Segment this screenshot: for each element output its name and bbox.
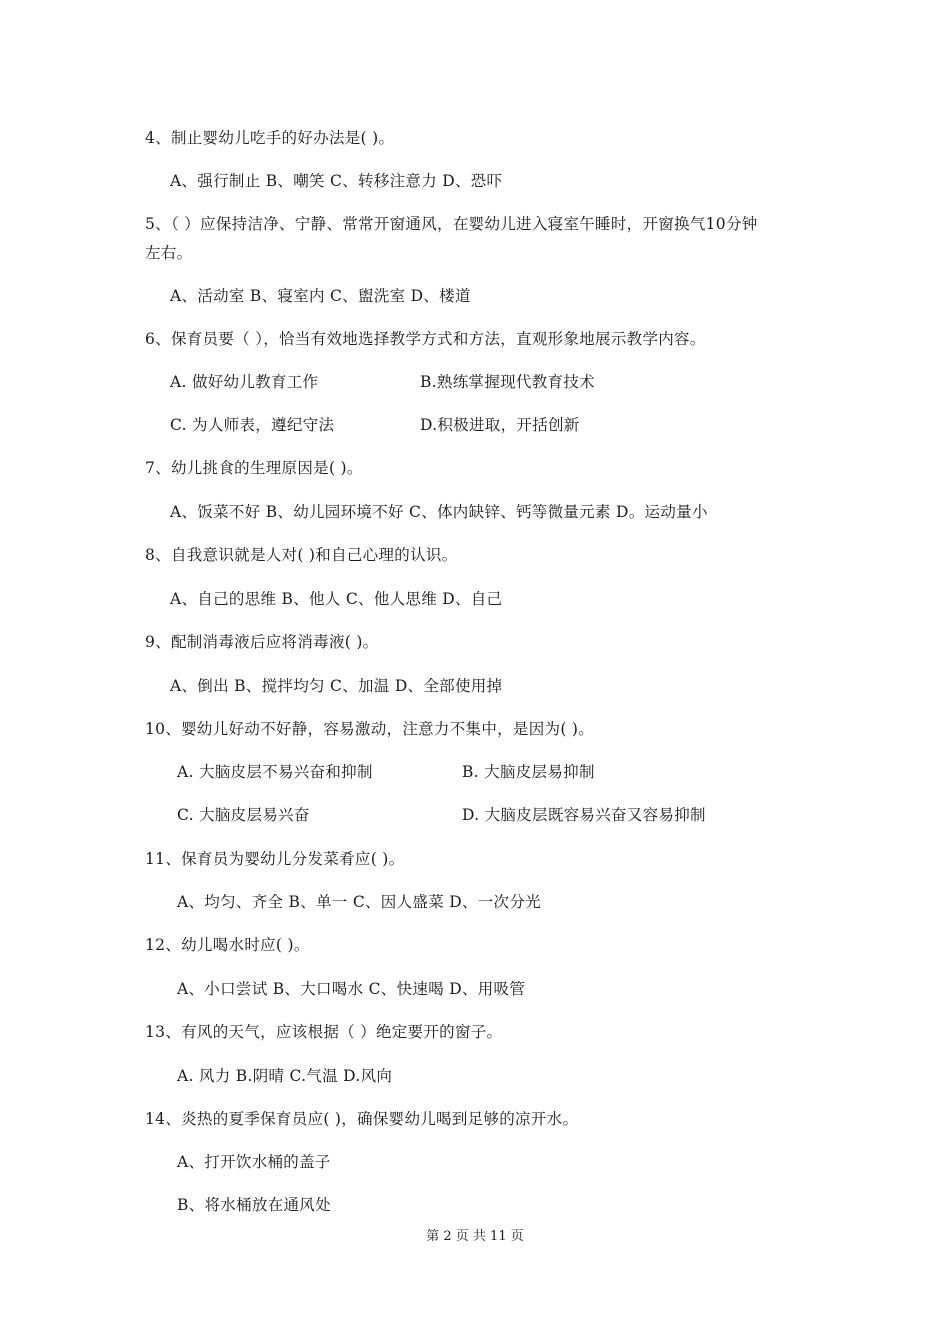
question-7: 7、幼儿挑食的生理原因是( )。 (145, 459, 363, 477)
question-14-option-b: B、将水桶放在通风处 (177, 1196, 331, 1214)
question-10: 10、婴幼儿好动不好静，容易激动，注意力不集中，是因为( )。 (145, 720, 595, 738)
question-11: 11、保育员为婴幼儿分发菜肴应( )。 (145, 850, 405, 868)
question-4-options: A、强行制止 B、嘲笑 C、转移注意力 D、恐吓 (170, 172, 503, 190)
question-10-option-b: B. 大脑皮层易抑制 (462, 763, 595, 781)
question-6: 6、保育员要（ ），恰当有效地选择教学方式和方法，直观形象地展示教学内容。 (145, 330, 706, 348)
question-6-option-d: D.积极进取，开括创新 (420, 416, 580, 434)
question-10-option-c: C. 大脑皮层易兴奋 (177, 806, 310, 824)
question-6-option-a: A. 做好幼儿教育工作 (170, 373, 319, 391)
page-footer: 第 2 页 共 11 页 (426, 1229, 524, 1244)
question-5: 5、（ ）应保持洁净、宁静、常常开窗通风，在婴幼儿进入寝室午睡时，开窗换气10分钟 (145, 215, 758, 233)
question-5-options: A、活动室 B、寝室内 C、盥洗室 D、楼道 (170, 287, 471, 305)
question-8-options: A、自己的思维 B、他人 C、他人思维 D、自己 (170, 590, 503, 608)
question-6-option-b: B.熟练掌握现代教育技术 (420, 373, 595, 391)
question-14-option-a: A、打开饮水桶的盖子 (177, 1153, 331, 1171)
question-10-option-d: D. 大脑皮层既容易兴奋又容易抑制 (462, 806, 706, 824)
question-11-options: A、均匀、齐全 B、单一 C、因人盛菜 D、一次分光 (177, 893, 541, 911)
question-8: 8、自我意识就是人对( )和自己心理的认识。 (145, 546, 458, 564)
question-5-cont: 左右。 (145, 244, 193, 262)
question-7-options: A、饭菜不好 B、幼儿园环境不好 C、体内缺锌、钙等微量元素 D。运动量小 (170, 503, 708, 521)
question-6-option-c: C. 为人师表，遵纪守法 (170, 416, 335, 434)
question-13: 13、有风的天气，应该根据（ ）绝定要开的窗子。 (145, 1023, 503, 1041)
question-13-options: A. 风力 B.阴晴 C.气温 D.风向 (177, 1067, 393, 1085)
question-12-options: A、小口尝试 B、大口喝水 C、快速喝 D、用吸管 (177, 980, 526, 998)
question-9-options: A、倒出 B、搅拌均匀 C、加温 D、全部使用掉 (170, 677, 503, 695)
question-12: 12、幼儿喝水时应( )。 (145, 936, 310, 954)
question-4: 4、制止婴幼儿吃手的好办法是( )。 (145, 129, 395, 147)
question-10-option-a: A. 大脑皮层不易兴奋和抑制 (177, 763, 373, 781)
question-14: 14、炎热的夏季保育员应( )，确保婴幼儿喝到足够的凉开水。 (145, 1110, 579, 1128)
question-9: 9、配制消毒液后应将消毒液( )。 (145, 633, 379, 651)
